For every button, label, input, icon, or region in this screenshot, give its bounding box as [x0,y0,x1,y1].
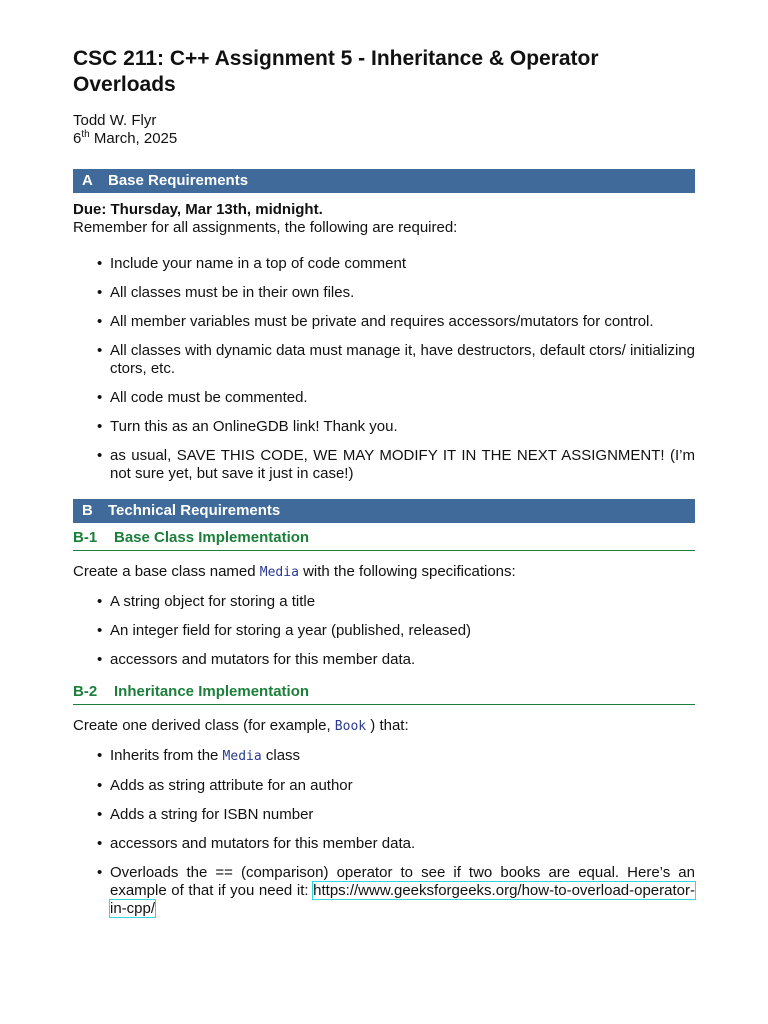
section-b-header [73,499,695,523]
subsection-b1-title: Base Class Implementation [114,529,310,546]
section-b-title: Technical Requirements [108,502,281,519]
base-requirements-list [73,255,695,483]
derived-class-list [73,747,695,918]
subsection-b2-title: Inheritance Implementation [114,683,310,700]
document-title: CSC 211: C++ Assignment 5 - Inheritance & Operator Overloads [73,47,599,96]
base-class-list [73,593,695,669]
list-item: • All classes with dynamic data must manage it, have destructors, default ctors/ initializing ctors, etc. [97,342,695,377]
list-item: • All classes must be in their own files. [97,284,355,301]
section-a-header [73,169,695,193]
class-name-code: Media [259,565,299,580]
b2-intro: Create one derived class (for example, Book ) that: [73,717,409,734]
requirements-intro: Remember for all assignments, the following are required: [73,219,458,236]
list-item: • Inherits from the Media class [97,747,301,764]
document-page [73,46,695,918]
class-name-code: Book [334,719,367,734]
b1-intro: Create a base class named Media with the following specifications: [73,563,516,580]
section-b-number: B [82,502,93,519]
document-meta [73,112,695,148]
document-date: 6th March, 2025 [73,129,178,147]
subsection-b1-header: B-1 Base Class Implementation [73,529,695,551]
list-item: • All member variables must be private and requires accessors/mutators for control. [97,313,654,330]
subsection-b2-header: B-2 Inheritance Implementation [73,683,695,705]
list-item: • Adds a string for ISBN number [97,806,314,823]
list-item: • An integer field for storing a year (published, released) [97,622,472,639]
list-item: • accessors and mutators for this member data. [97,835,416,852]
section-a-title: Base Requirements [108,172,249,189]
list-item: • Overloads the == (comparison) operator to see if two books are equal. Here’s an example of that if you need it: https://www.geeksforgeeks.org/how-to-overload-operator-in-cpp/ [97,864,695,917]
due-date: Due: Thursday, Mar 13th, midnight. [73,201,323,218]
list-item: • Adds as string attribute for an author [97,777,353,794]
author-name: Todd W. Flyr [73,112,157,129]
list-item: • accessors and mutators for this member data. [97,651,416,668]
list-item: • Turn this as an OnlineGDB link! Thank you. [97,418,398,435]
geeksforgeeks-link[interactable]: https://www.geeksforgeeks.org/how-to-overload-operator-in-cpp/ [110,882,695,917]
list-item: • A string object for storing a title [97,593,316,610]
list-item: • Include your name in a top of code comment [97,255,407,272]
section-a-number: A [82,172,93,189]
list-item: • All code must be commented. [97,389,308,406]
class-name-code: Media [222,749,262,764]
list-item: • as usual, SAVE THIS CODE, WE MAY MODIFY IT IN THE NEXT ASSIGNMENT! (I’m not sure yet, but save it just in case!) [97,447,695,482]
